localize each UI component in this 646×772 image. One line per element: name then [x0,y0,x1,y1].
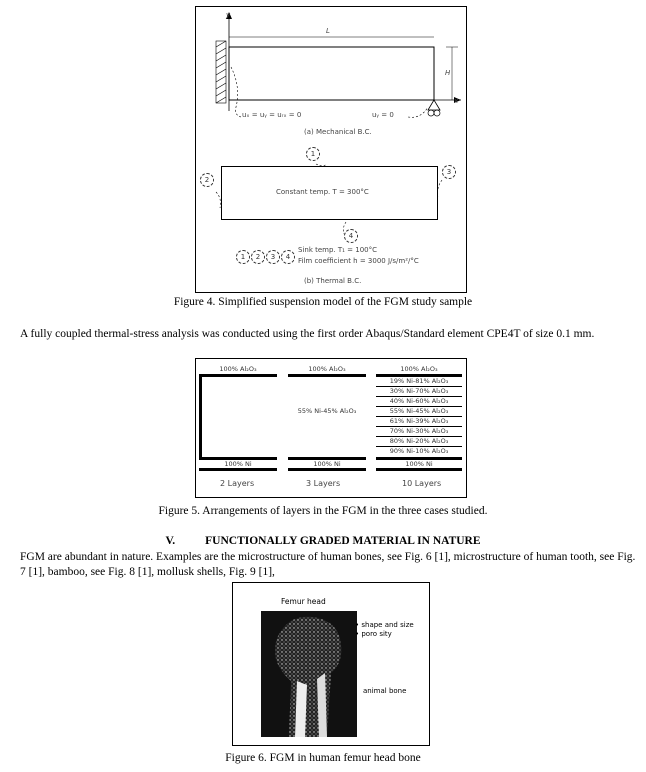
femur-head-title: Femur head [281,597,326,606]
thermal-marker-3: 3 [442,165,456,179]
layers-column-2 [199,365,277,471]
col3-layer-5: 55% Ni-45% Al₂O₃ [389,407,449,415]
film-coefficient-label: Film coefficient h = 3000 J/s/m²/°C [298,257,419,265]
bullet-shape-size: • shape and size [355,621,414,629]
x-axis-label: x [454,97,459,105]
label-10-layers: 10 Layers [402,479,442,488]
col3-layer-8: 80% Ni-20% Al₂O₃ [389,437,449,445]
thermal-pointers [196,142,466,252]
thermal-marker-1: 1 [306,147,320,161]
col3-layer-6: 61% Ni-39% Al₂O₃ [389,417,449,425]
col3-layer-9: 90% Ni-10% Al₂O₃ [389,447,449,455]
layers-column-3 [288,365,366,471]
figure5-caption: Figure 5. Arrangements of layers in the FGM in the three cases studied. [158,505,488,517]
col2-bottom-layer: 100% Ni [313,460,341,468]
thermal-marker-4: 4 [344,229,358,243]
length-label: L [326,27,330,35]
femur-bone-image [261,611,357,737]
col3-layer-4: 40% Ni-60% Al₂O₃ [389,397,449,405]
bullet-porosity-text: poro sity [361,630,392,638]
figure5-frame [195,358,467,498]
section-number: V. [165,535,176,547]
left-bc-label: uₓ = uᵧ = uᵣₓ = 0 [242,111,302,119]
bullet-shape-size-text: shape and size [361,621,414,629]
animal-bone-label: animal bone [363,687,407,695]
col2-top-layer: 100% Al₂O₃ [308,365,346,373]
legend-circle-2: 2 [251,250,265,264]
constant-temp-label: Constant temp. T = 300°C [276,188,369,196]
label-3-layers: 3 Layers [306,479,341,488]
paragraph-analysis: A fully coupled thermal-stress analysis was conducted using the first order Abaqus/Standard element CPE4T of size 0.1 mm. [20,328,595,340]
col3-layer-3: 30% Ni-70% Al₂O₃ [389,387,449,395]
mechanical-bc-drawing [196,7,466,147]
y-axis-label: y [226,11,231,19]
col1-bottom-layer: 100% Ni [224,460,252,468]
col3-layer-7: 70% Ni-30% Al₂O₃ [389,427,449,435]
thermal-marker-2: 2 [200,173,214,187]
bullet-porosity: • poro sity [355,630,392,638]
legend-circle-3: 3 [266,250,280,264]
col2-middle-layer: 55% Ni-45% Al₂O₃ [297,407,357,415]
mechanical-bc-caption: (a) Mechanical B.C. [304,128,372,136]
thermal-bc-caption: (b) Thermal B.C. [304,277,362,285]
sink-temp-label: Sink temp. T₁ = 100°C [298,246,378,254]
label-2-layers: 2 Layers [220,479,255,488]
col3-layer-2: 19% Ni-81% Al₂O₃ [389,377,449,385]
figure4-frame [195,6,467,293]
figure4-caption: Figure 4. Simplified suspension model of the FGM study sample [173,296,473,308]
legend-circle-4: 4 [281,250,295,264]
col3-layer-1: 100% Al₂O₃ [400,365,438,373]
height-label: H [445,69,451,77]
paragraph-nature: FGM are abundant in nature. Examples are the microstructure of human bones, see Fig. 6 [1], microstructure of human tooth, see Fig. 7 [1], bamboo, see Fig. 8 [1], mollusk shells, Fig. 9 [1], [20,551,636,578]
col3-layer-10: 100% Ni [405,460,433,468]
right-bc-label: uᵧ = 0 [372,111,394,119]
layers-column-10 [376,365,462,471]
col1-top-layer: 100% Al₂O₃ [219,365,257,373]
figure6-frame [232,582,430,746]
legend-circle-1: 1 [236,250,250,264]
figure6-caption: Figure 6. FGM in human femur head bone [225,752,421,764]
section-title: FUNCTIONALLY GRADED MATERIAL IN NATURE [205,535,481,547]
section-heading [0,535,646,547]
